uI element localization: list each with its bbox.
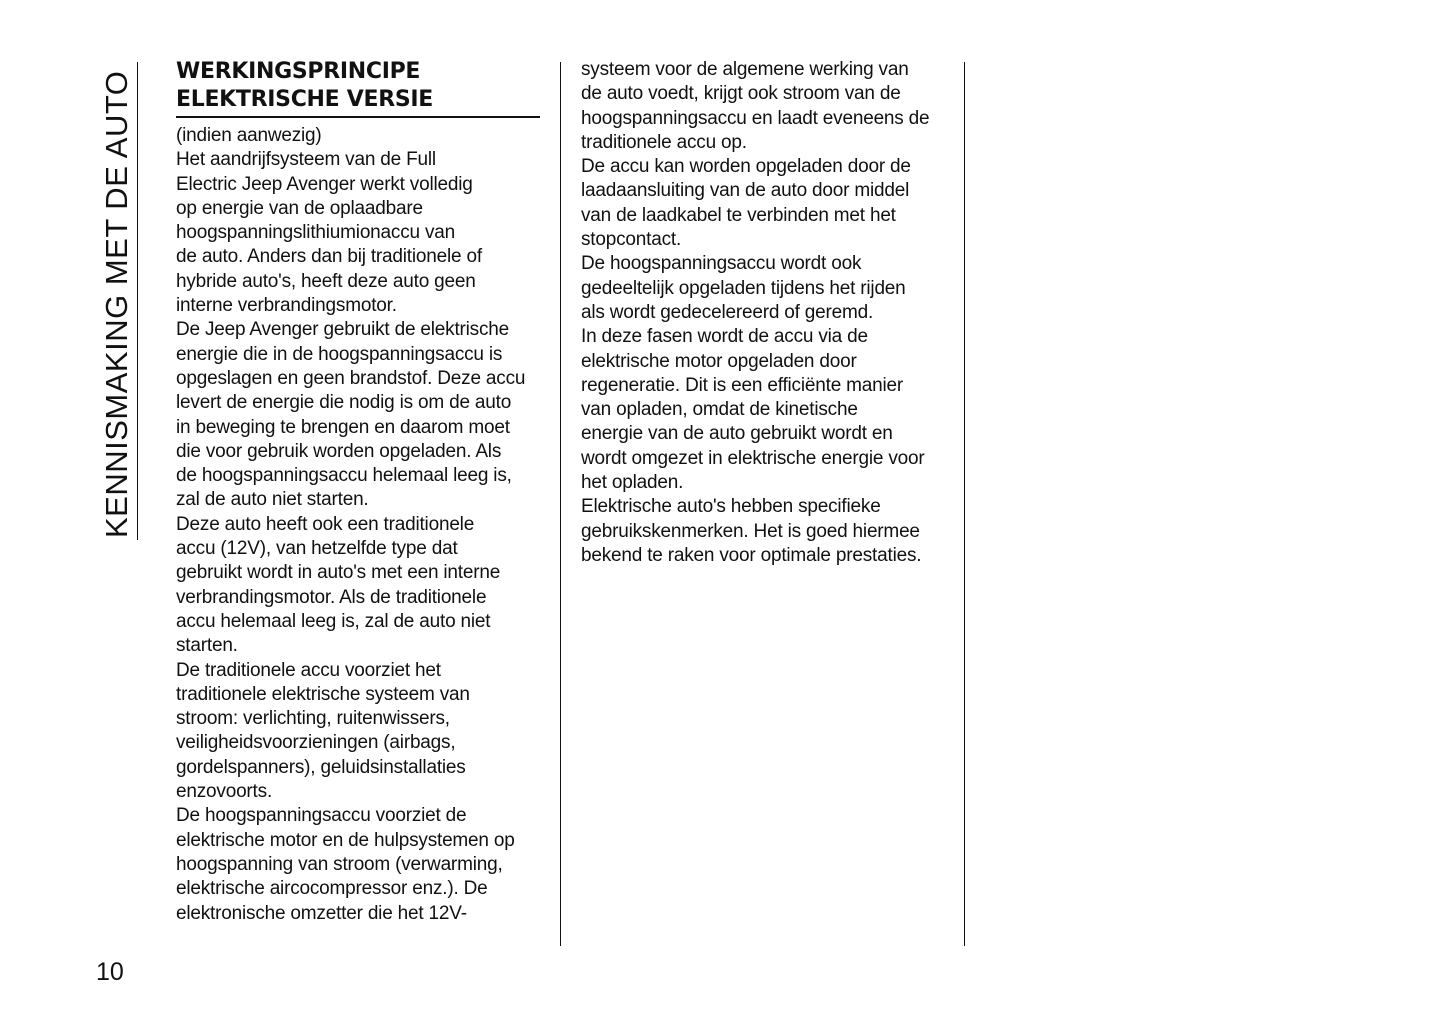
left-text-block bbox=[176, 124, 548, 926]
heading-line-2: ELEKTRISCHE VERSIE bbox=[176, 87, 433, 112]
text-line: elektrische aircocompressor enz.). De bbox=[176, 878, 488, 900]
section-heading bbox=[176, 58, 540, 118]
text-line: energie van de auto gebruikt wordt en bbox=[581, 423, 893, 445]
text-line: Deze auto heeft ook een traditionele bbox=[176, 513, 475, 535]
text-line: systeem voor de algemene werking van bbox=[581, 59, 909, 80]
text-line: wordt omgezet in elektrische energie voor bbox=[581, 447, 925, 469]
text-line: de hoogspanningsaccu helemaal leeg is, bbox=[176, 465, 512, 487]
text-line: van opladen, omdat de kinetische bbox=[581, 399, 858, 421]
text-line: opgeslagen en geen brandstof. Deze accu bbox=[176, 367, 526, 389]
text-line: hoogspanningslithiumionaccu van bbox=[176, 222, 455, 244]
section-side-title: KENNISMAKING MET DE AUTO bbox=[99, 70, 134, 538]
text-line: als wordt gedecelereerd of geremd. bbox=[581, 301, 874, 323]
text-line: van de laadkabel te verbinden met het bbox=[581, 204, 896, 226]
text-line: De hoogspanningsaccu wordt ook bbox=[581, 253, 862, 275]
text-line: op energie van de oplaadbare bbox=[176, 197, 423, 219]
text-line: traditionele accu op. bbox=[581, 131, 747, 153]
text-line: zal de auto niet starten. bbox=[176, 489, 369, 511]
text-line: regeneratie. Dit is een efficiënte manier bbox=[581, 374, 904, 396]
text-line: hybride auto's, heeft deze auto geen bbox=[176, 270, 476, 292]
text-line: elektrische motor opgeladen door bbox=[581, 350, 857, 372]
side-divider bbox=[137, 62, 138, 540]
text-line: energie die in de hoogspanningsaccu is bbox=[176, 343, 503, 365]
left-column bbox=[176, 58, 548, 926]
text-line: elektrische motor en de hulpsystemen op bbox=[176, 829, 515, 851]
text-line: levert de energie die nodig is om de auto bbox=[176, 392, 512, 414]
text-line: De accu kan worden opgeladen door de bbox=[581, 156, 911, 178]
text-line: interne verbrandingsmotor. bbox=[176, 295, 397, 317]
text-line: gebruikskenmerken. Het is goed hiermee bbox=[581, 520, 920, 542]
column-divider-right bbox=[964, 62, 965, 946]
text-line: enzovoorts. bbox=[176, 781, 273, 803]
text-line: stopcontact. bbox=[581, 229, 682, 251]
text-line: Elektrische auto's hebben specifieke bbox=[581, 496, 881, 518]
text-line: Het aandrijfsysteem van de Full bbox=[176, 149, 436, 171]
text-line: stroom: verlichting, ruitenwissers, bbox=[176, 708, 450, 730]
text-line: het opladen. bbox=[581, 472, 684, 494]
heading-line-1: WERKINGSPRINCIPE bbox=[176, 59, 421, 84]
text-line: gedeeltelijk opgeladen tijdens het rijden bbox=[581, 277, 906, 299]
text-line: (indien aanwezig) bbox=[176, 125, 322, 146]
text-line: De traditionele accu voorziet het bbox=[176, 659, 441, 681]
page-number: 10 bbox=[96, 958, 124, 986]
text-line: laadaansluiting van de auto door middel bbox=[581, 180, 910, 202]
text-line: de auto. Anders dan bij traditionele of bbox=[176, 246, 482, 268]
text-line: hoogspanningsaccu en laadt eveneens de bbox=[581, 107, 930, 129]
text-line: In deze fasen wordt de accu via de bbox=[581, 326, 868, 348]
text-line: bekend te raken voor optimale prestaties. bbox=[581, 544, 922, 566]
text-line: gordelspanners), geluidsinstallaties bbox=[176, 756, 466, 778]
text-line: in beweging te brengen en daarom moet bbox=[176, 416, 510, 438]
text-line: De hoogspanningsaccu voorziet de bbox=[176, 805, 467, 827]
text-line: veiligheidsvoorzieningen (airbags, bbox=[176, 732, 456, 754]
text-line: accu (12V), van hetzelfde type dat bbox=[176, 538, 458, 560]
text-line: verbrandingsmotor. Als de traditionele bbox=[176, 586, 487, 608]
text-line: die voor gebruik worden opgeladen. Als bbox=[176, 440, 502, 462]
text-line: gebruikt wordt in auto's met een interne bbox=[176, 562, 501, 584]
text-line: Electric Jeep Avenger werkt volledig bbox=[176, 173, 473, 195]
right-column bbox=[581, 58, 953, 568]
text-line: elektronische omzetter die het 12V- bbox=[176, 902, 467, 924]
text-line: De Jeep Avenger gebruikt de elektrische bbox=[176, 319, 510, 341]
text-line: accu helemaal leeg is, zal de auto niet bbox=[176, 610, 491, 632]
text-line: hoogspanning van stroom (verwarming, bbox=[176, 853, 503, 875]
text-line: de auto voedt, krijgt ook stroom van de bbox=[581, 83, 901, 105]
text-line: traditionele elektrische systeem van bbox=[176, 683, 470, 705]
text-line: starten. bbox=[176, 635, 238, 657]
column-divider-middle bbox=[560, 62, 561, 946]
